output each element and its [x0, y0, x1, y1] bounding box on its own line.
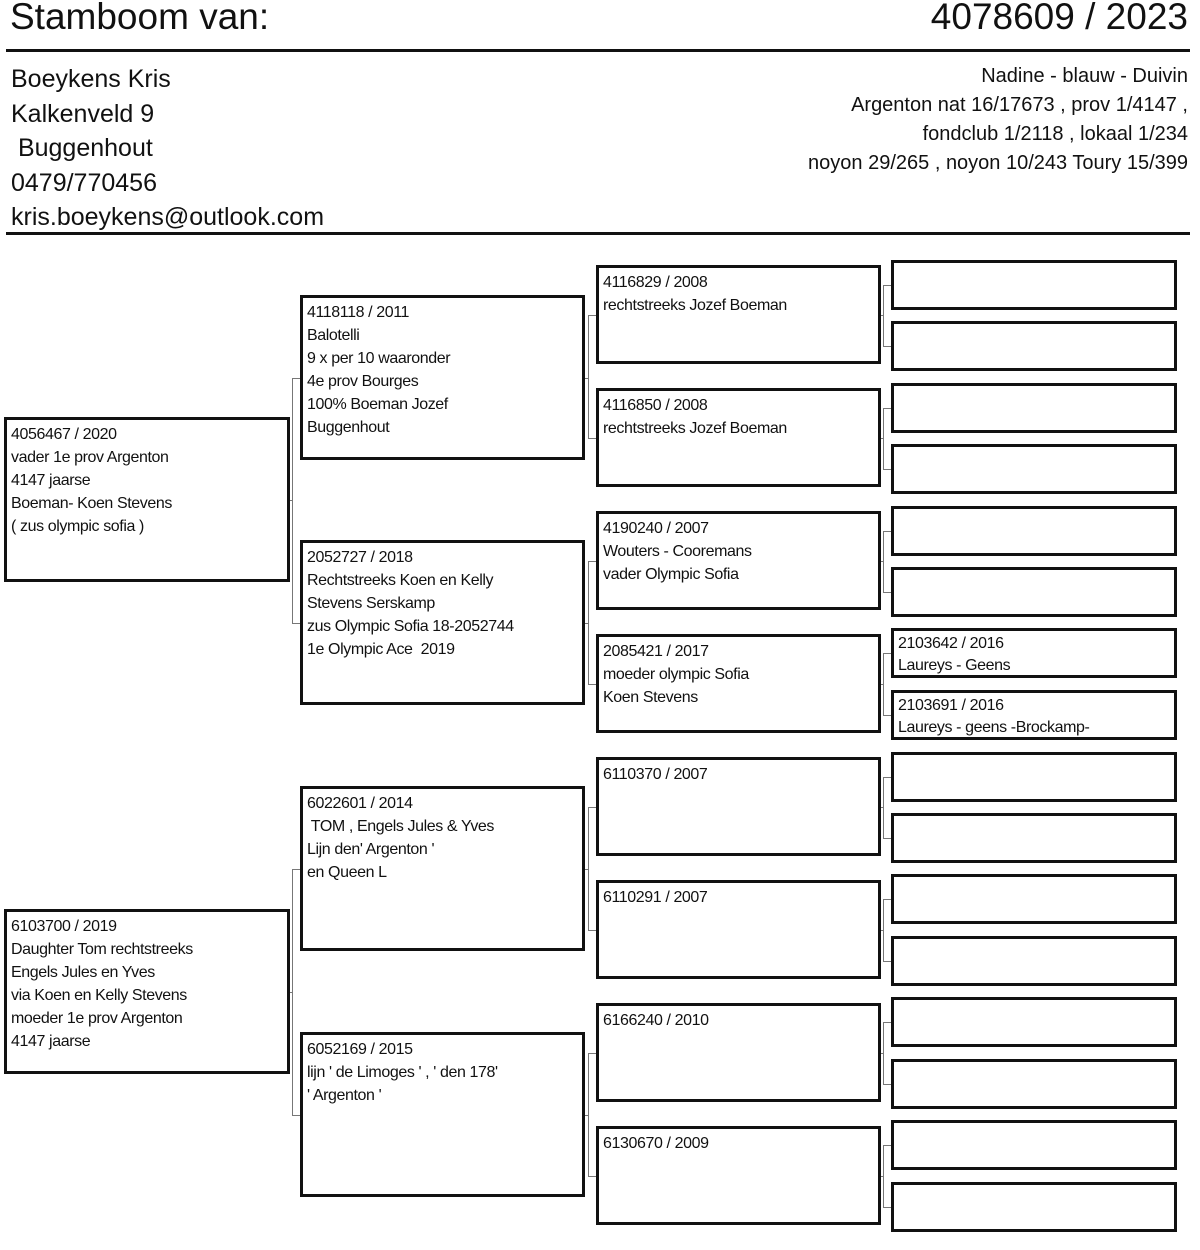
pedigree-note: 9 x per 10 waaronder — [307, 350, 451, 367]
pedigree-note: vader 1e prov Argenton — [11, 449, 169, 466]
pedigree-note: moeder olympic Sofia — [603, 666, 749, 683]
connector-line — [883, 408, 884, 469]
great-grandparent-box — [596, 265, 881, 364]
connector-line — [292, 869, 293, 1115]
great-great-grandparent-box — [891, 690, 1177, 740]
connector-line — [883, 592, 891, 593]
pedigree-note: 100% Boeman Jozef — [307, 396, 448, 413]
ring-number: 6103700 / 2019 — [11, 918, 117, 935]
connector-line — [883, 1022, 884, 1084]
great-great-grandparent-box — [891, 1182, 1177, 1232]
bird-name-color-sex: Nadine - blauw - Duivin — [981, 65, 1188, 87]
connector-line — [588, 561, 596, 562]
great-great-grandparent-box — [891, 444, 1177, 494]
owner-street: Kalkenveld 9 — [11, 99, 155, 128]
ring-number: 4190240 / 2007 — [603, 520, 709, 537]
ring-number: 4078609 / 2023 — [930, 0, 1188, 37]
pedigree-note: Stevens Serskamp — [307, 595, 435, 612]
ring-number: 6130670 / 2009 — [603, 1135, 709, 1152]
owner-name: Boeykens Kris — [11, 65, 171, 93]
connector-line — [883, 1145, 891, 1146]
page-title: Stamboom van: — [10, 0, 270, 37]
pedigree-note: Boeman- Koen Stevens — [11, 495, 172, 512]
pedigree-note: ( zus olympic sofia ) — [11, 518, 144, 535]
pedigree-note: vader Olympic Sofia — [603, 566, 739, 583]
parent-box — [4, 909, 290, 1074]
pedigree-note: Laureys - Geens — [898, 657, 1011, 674]
connector-line — [883, 715, 891, 716]
connector-line — [883, 653, 891, 654]
pedigree-note: 4e prov Bourges — [307, 373, 419, 390]
divider-bottom — [6, 232, 1190, 235]
ring-number: 6052169 / 2015 — [307, 1041, 413, 1058]
ring-number: 4118118 / 2011 — [307, 304, 410, 321]
bird-result-line: fondclub 1/2118 , lokaal 1/234 — [922, 123, 1188, 145]
pedigree-note: en Queen L — [307, 864, 387, 881]
great-great-grandparent-box — [891, 1120, 1177, 1170]
great-great-grandparent-box — [891, 752, 1177, 802]
owner-email: kris.boeykens@outlook.com — [11, 203, 325, 231]
connector-line — [883, 1022, 891, 1023]
pedigree-note: Laureys - geens -Brockamp- — [898, 719, 1090, 736]
pedigree-note: Wouters - Cooremans — [603, 543, 752, 560]
pedigree-note: Balotelli — [307, 327, 360, 344]
ring-number: 6110370 / 2007 — [603, 766, 708, 783]
pedigree-note: 4147 jaarse — [11, 472, 91, 489]
connector-line — [588, 1053, 589, 1176]
ring-number: 6110291 / 2007 — [603, 889, 708, 906]
connector-line — [883, 1084, 891, 1085]
ring-number: 4056467 / 2020 — [11, 426, 117, 443]
great-great-grandparent-box — [891, 936, 1177, 986]
pedigree-note: ' Argenton ' — [307, 1087, 382, 1104]
great-great-grandparent-box — [891, 813, 1177, 863]
connector-line — [883, 961, 891, 962]
connector-line — [292, 623, 300, 624]
pedigree-note: rechtstreeks Jozef Boeman — [603, 297, 787, 314]
bird-info — [808, 62, 1188, 178]
connector-line — [588, 561, 589, 684]
great-great-grandparent-box — [891, 321, 1177, 371]
pedigree-note: moeder 1e prov Argenton — [11, 1010, 183, 1027]
connector-line — [883, 777, 891, 778]
grandparent-box — [300, 295, 585, 460]
connector-line — [883, 531, 884, 592]
connector-line — [292, 1115, 300, 1116]
ring-number: 2085421 / 2017 — [603, 643, 709, 660]
connector-line — [292, 378, 300, 379]
ring-number: 2103642 / 2016 — [898, 635, 1004, 652]
great-great-grandparent-box — [891, 997, 1177, 1047]
owner-info — [11, 62, 324, 235]
pedigree-note: Rechtstreeks Koen en Kelly — [307, 572, 494, 589]
great-great-grandparent-box — [891, 506, 1177, 556]
pedigree-note: via Koen en Kelly Stevens — [11, 987, 187, 1004]
connector-line — [883, 408, 891, 409]
ring-number: 4116829 / 2008 — [603, 274, 708, 291]
connector-line — [588, 807, 589, 930]
ring-number: 2052727 / 2018 — [307, 549, 413, 566]
ring-number: 6166240 / 2010 — [603, 1012, 709, 1029]
great-great-grandparent-box — [891, 874, 1177, 924]
connector-line — [883, 346, 891, 347]
connector-line — [588, 807, 596, 808]
connector-line — [883, 899, 884, 961]
pedigree-note: zus Olympic Sofia 18-2052744 — [307, 618, 514, 635]
connector-line — [883, 777, 884, 838]
parent-box — [4, 417, 290, 582]
great-grandparent-box — [596, 634, 881, 733]
great-great-grandparent-box — [891, 260, 1177, 310]
connector-line — [883, 469, 891, 470]
great-grandparent-box — [596, 388, 881, 487]
connector-line — [588, 1053, 596, 1054]
great-great-grandparent-box — [891, 1059, 1177, 1109]
ring-number: 6022601 / 2014 — [307, 795, 413, 812]
connector-line — [883, 838, 891, 839]
ring-number: 2103691 / 2016 — [898, 697, 1004, 714]
connector-line — [883, 1145, 884, 1207]
pedigree-note: rechtstreeks Jozef Boeman — [603, 420, 787, 437]
pedigree-note: TOM , Engels Jules & Yves — [307, 818, 495, 835]
great-grandparent-box — [596, 511, 881, 610]
connector-line — [883, 285, 884, 346]
connector-line — [883, 285, 891, 286]
connector-line — [883, 653, 884, 715]
connector-line — [588, 438, 596, 439]
pedigree-note: 1e Olympic Ace 2019 — [307, 641, 455, 658]
pedigree-note: Daughter Tom rechtstreeks — [11, 941, 193, 958]
great-great-grandparent-box — [891, 383, 1177, 433]
bird-result-line: Argenton nat 16/17673 , prov 1/4147 , — [851, 94, 1188, 116]
great-grandparent-box — [596, 880, 881, 979]
great-grandparent-box — [596, 757, 881, 856]
grandparent-box — [300, 540, 585, 705]
pedigree-note: Lijn den' Argenton ' — [307, 841, 435, 858]
connector-line — [588, 930, 596, 931]
great-great-grandparent-box — [891, 628, 1177, 678]
connector-line — [588, 1176, 596, 1177]
connector-line — [292, 869, 300, 870]
pedigree-note: Engels Jules en Yves — [11, 964, 155, 981]
connector-line — [588, 315, 589, 438]
connector-line — [883, 899, 891, 900]
pedigree-note: Buggenhout — [307, 419, 390, 436]
great-grandparent-box — [596, 1003, 881, 1102]
great-great-grandparent-box — [891, 567, 1177, 617]
owner-city: Buggenhout — [11, 134, 153, 162]
great-grandparent-box — [596, 1126, 881, 1225]
connector-line — [588, 315, 596, 316]
pedigree-note: Koen Stevens — [603, 689, 698, 706]
connector-line — [588, 684, 596, 685]
bird-result-line: noyon 29/265 , noyon 10/243 Toury 15/399 — [808, 152, 1188, 174]
ring-number: 4116850 / 2008 — [603, 397, 708, 414]
connector-line — [883, 1207, 891, 1208]
pedigree-note: lijn ' de Limoges ' , ' den 178' — [307, 1064, 498, 1081]
grandparent-box — [300, 786, 585, 951]
connector-line — [292, 378, 293, 623]
divider-top — [6, 49, 1190, 52]
connector-line — [883, 531, 891, 532]
pedigree-note: 4147 jaarse — [11, 1033, 91, 1050]
grandparent-box — [300, 1032, 585, 1197]
owner-phone: 0479/770456 — [11, 168, 157, 197]
